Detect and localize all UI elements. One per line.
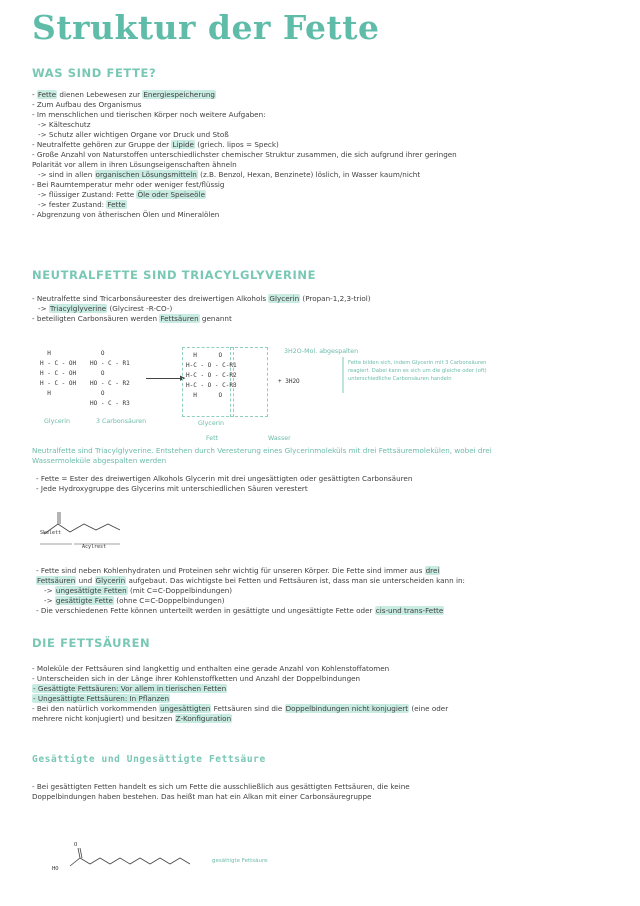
s2b-p2: Wassermoleküle abgespalten werden	[32, 456, 167, 465]
acids-label: 3 Carbonsäuren	[96, 418, 147, 425]
o-atom-label: O	[74, 842, 78, 848]
water-note: 3H2O-Mol. abgespalten	[284, 348, 359, 355]
s1-line-2: - Zum Aufbau des Organismus	[32, 100, 142, 109]
s1-line-13: - Abgrenzung von ätherischen Ölen und Mineralölen	[32, 210, 220, 219]
saturated-acid-label: gesättigte Fettsäure	[212, 858, 268, 864]
s1-line-1: - Fette dienen Lebewesen zur Energiespeicherung	[32, 90, 215, 99]
s2b-p1: Neutralfette sind Triacylglyverine. Entstehen durch Veresterung eines Glycerinmoleküls mit drei Fettsäuremolekülen, wobei drei	[32, 446, 492, 455]
saturated-fatty-acid-skeleton	[58, 840, 208, 880]
side-note-line-3: unterschiedliche Carbonsäuren handeln	[348, 376, 452, 382]
s1-line-10: - Bei Raumtemperatur mehr oder weniger fest/flüssig	[32, 180, 225, 189]
s3-line-5: - Bei den natürlich vorkommenden ungesättigten Fettsäuren sind die Doppelbindungen nicht konjugiert (eine oder	[32, 704, 449, 713]
s1-line-5: -> Schutz aller wichtigen Organe vor Druck und Stoß	[38, 130, 229, 139]
s2c-line-5: - Die verschiedenen Fette können unterteilt werden in gesättigte und ungesättigte Fette oder cis-und trans-Fette	[36, 606, 444, 615]
s1-line-6: - Neutralfette gehören zur Gruppe der Lipide (griech. lipos = Speck)	[32, 140, 279, 149]
s3-line-6: mehrere nicht konjugiert) und besitzen Z-Konfiguration	[32, 714, 232, 723]
s2c-line-2: Fettsäuren und Glycerin aufgebaut. Das wichtigste bei Fetten und Fettsäuren ist, dass man sie unterscheiden kann in:	[37, 576, 465, 585]
section-1-body	[32, 90, 457, 220]
s2-line-2: -> Triacylglyverine (Glycirest -R-CO-)	[38, 304, 173, 313]
heading-gesaettigte-ungesaettigte: Gesättigte und Ungesättigte Fettsäure	[32, 754, 266, 765]
s1-line-12: -> fester Zustand: Fette	[38, 200, 126, 209]
skeleton-label-skelett: Skelett	[40, 530, 62, 536]
s1-line-9: -> sind in allen organischen Lösungsmitteln (z.B. Benzol, Hexan, Benzinete) löslich, in Wasser kaum/nicht	[38, 170, 421, 179]
s3-line-1: - Moleküle der Fettsäuren sind langkettig und enthalten eine gerade Anzahl von Kohlenstoffatomen	[32, 664, 390, 673]
water-product: + 3H2O	[278, 378, 300, 385]
wasser-label: Wasser	[268, 435, 291, 442]
glycerin-structure: H H - C - OH H - C - OH H - C - OH H	[40, 350, 77, 397]
s1-line-11: -> flüssiger Zustand: Fette Öle oder Speiseöle	[38, 190, 205, 199]
s3-line-4: - Ungesättigte Fettsäuren: In Pflanzen	[33, 694, 170, 703]
s2b-b1: - Fette = Ester des dreiwertigen Alkohols Glycerin mit drei ungesättigten oder gesättigten Carbonsäuren	[36, 474, 413, 483]
s2b-b2: - Jede Hydroxygruppe des Glycerins mit unterschiedlichen Säuren verestert	[36, 484, 308, 493]
s4-line-1: - Bei gesättigten Fetten handelt es sich um Fette die ausschließlich aus gesättigten Fettsäuren, die keine	[32, 782, 410, 791]
s4-line-2: Doppelbindungen haben bestehen. Das heißt man hat ein Alkan mit einer Carbonsäuregruppe	[32, 792, 372, 801]
note-bracket	[342, 357, 344, 393]
s1-line-7: - Große Anzahl von Naturstoffen unterschiedlichster chemischer Struktur zusammen, die sich aufgrund ihrer geringen	[32, 150, 457, 159]
s2c-line-4: -> gesättigte Fette (ohne C=C-Doppelbindungen)	[44, 596, 225, 605]
page-title: Struktur der Fette	[32, 8, 380, 47]
skeleton-label-acylrest: Acylrest	[82, 544, 107, 550]
arrow-head-icon: ▶	[180, 374, 186, 382]
carboxylic-acids-structure: O HO - C - R1 O HO - C - R2 O HO - C - R3	[90, 350, 130, 407]
section-2-body	[32, 294, 371, 324]
section-2b-para	[32, 446, 492, 466]
esterification-diagram	[30, 345, 590, 445]
section-3-body	[32, 664, 448, 724]
heading-die-fettsaeuren: DIE FETTSÄUREN	[32, 636, 151, 650]
heading-was-sind-fette: WAS SIND FETTE?	[32, 66, 157, 80]
product-glycerin-label: Glycerin	[198, 420, 225, 427]
side-note-line-2: reagiert. Dabei kann es sich um die gleiche oder (oft)	[348, 368, 487, 374]
s3-line-2: - Unterscheiden sich in der Länge ihrer Kohlenstoffketten und Anzahl der Doppelbindungen	[32, 674, 361, 683]
fett-label: Fett	[206, 435, 219, 442]
triglyceride-structure: H O H-C - O - C-R1 H-C - O - C-R2 H-C - O - C-R3 H O	[186, 352, 237, 399]
s1-line-8: Polarität vor allem in ihren Lösungseigenschaften ähneln	[32, 160, 237, 169]
s2-line-1: - Neutralfette sind Tricarbonsäureester des dreiwertigen Alkohols Glycerin (Propan-1,2,3-triol)	[32, 294, 371, 303]
s3-line-3: - Gesättigte Fettsäuren: Vor allem in tierischen Fetten	[33, 684, 227, 693]
glycerin-label: Glycerin	[44, 418, 71, 425]
reaction-arrow	[146, 378, 184, 379]
s2c-line-3: -> ungesättigte Fetten (mit C=C-Doppelbindungen)	[44, 586, 233, 595]
s1-line-4: -> Kälteschutz	[38, 120, 91, 129]
s2-line-3: - beteiligten Carbonsäuren werden Fettsäuren genannt	[32, 314, 232, 323]
side-note	[348, 359, 487, 383]
section-4-body	[32, 782, 410, 802]
s2c-line-1: - Fette sind neben Kohlenhydraten und Proteinen sehr wichtig für unseren Körper. Die Fette sind immer aus drei	[36, 566, 440, 575]
section-2b-bullets	[36, 474, 412, 494]
section-2c	[36, 566, 465, 616]
side-note-line-1: Fette bilden sich, indem Glycerin mit 3 Carbonsäuren	[348, 360, 487, 366]
heading-neutralfette: NEUTRALFETTE SIND TRIACYLGLYVERINE	[32, 268, 317, 282]
ho-label: HO	[52, 866, 59, 872]
s1-line-3: - Im menschlichen und tierischen Körper noch weitere Aufgaben:	[32, 110, 266, 119]
